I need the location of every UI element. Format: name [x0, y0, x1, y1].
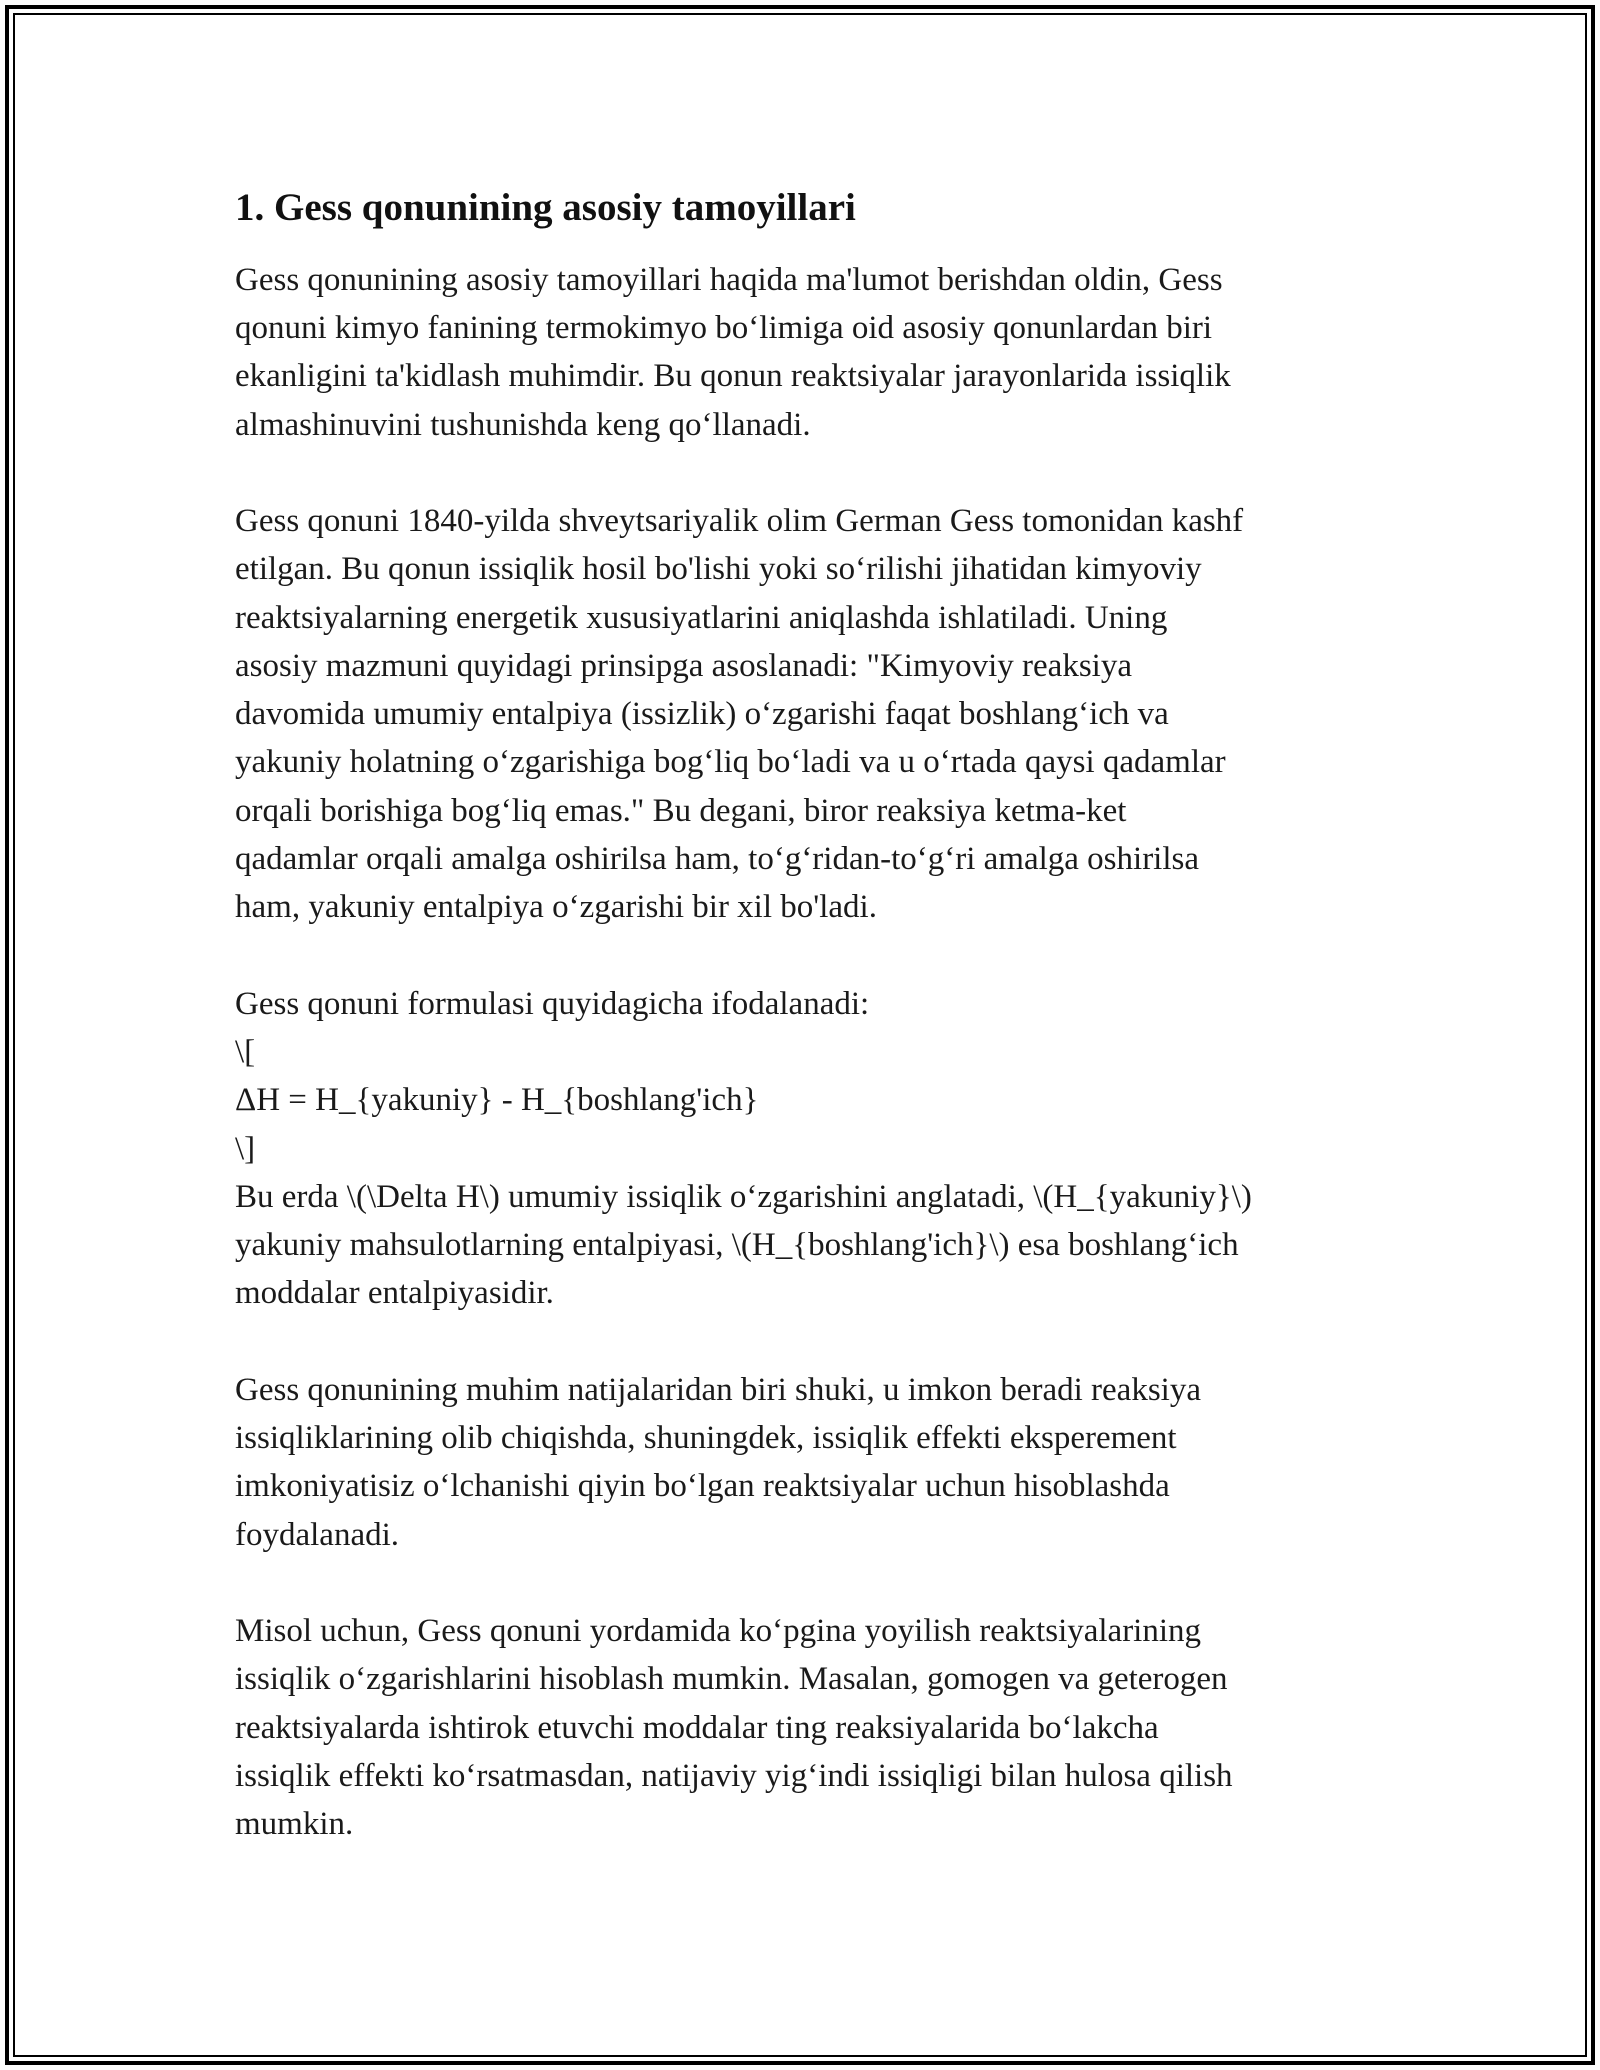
paragraph-history: [235, 497, 1385, 932]
text-line: asosiy mazmuni quyidagi prinsipga asoslanadi: "Kimyoviy reaksiya: [235, 647, 1132, 684]
text-line: ham, yakuniy entalpiya o‘zgarishi bir xil bo'ladi.: [235, 889, 877, 926]
text-line: yakuniy mahsulotlarning entalpiyasi, \(H_{boshlang'ich}\) esa boshlang‘ich: [235, 1227, 1239, 1264]
paragraph-formula: [235, 980, 1385, 1318]
text-line: yakuniy holatning o‘zgarishiga bog‘liq bo‘ladi va u o‘rtada qaysi qadamlar: [235, 744, 1226, 781]
text-line: orqali borishiga bog‘liq emas." Bu degani, biror reaksiya ketma-ket: [235, 792, 1127, 829]
text-line: imkoniyatisiz o‘lchanishi qiyin bo‘lgan reaktsiyalar uchun hisoblashda: [235, 1468, 1170, 1505]
document-body: [235, 185, 1385, 1896]
text-line: issiqlik effekti ko‘rsatmasdan, natijaviy yig‘indi issiqligi bilan hulosa qilish: [235, 1757, 1233, 1794]
text-line: etilgan. Bu qonun issiqlik hosil bo'lishi yoki so‘rilishi jihatidan kimyoviy: [235, 551, 1202, 588]
text-line: mumkin.: [235, 1806, 354, 1843]
text-line: reaktsiyalarning energetik xususiyatlarini aniqlashda ishlatiladi. Uning: [235, 599, 1168, 636]
formula-close: \]: [235, 1130, 256, 1167]
text-line: Gess qonuni formulasi quyidagicha ifodalanadi:: [235, 985, 870, 1022]
text-line: davomida umumiy entalpiya (issizlik) o‘zgarishi faqat boshlang‘ich va: [235, 696, 1169, 733]
text-line: reaktsiyalarda ishtirok etuvchi moddalar ting reaksiyalarida bo‘lakcha: [235, 1709, 1159, 1746]
text-line: qadamlar orqali amalga oshirilsa ham, to‘g‘ridan-to‘g‘ri amalga oshirilsa: [235, 841, 1200, 878]
text-line: qonuni kimyo fanining termokimyo bo‘limiga oid asosiy qonunlardan biri: [235, 310, 1213, 347]
formula-expression: ΔH = H_{yakuniy} - H_{boshlang'ich}: [235, 1082, 759, 1119]
section-heading: 1. Gess qonunining asosiy tamoyillari: [235, 186, 856, 229]
formula-open: \[: [235, 1033, 256, 1070]
paragraph-example: [235, 1607, 1385, 1848]
paragraph-consequences: [235, 1366, 1385, 1559]
text-line: moddalar entalpiyasidir.: [235, 1275, 554, 1312]
text-line: Gess qonunining asosiy tamoyillari haqida ma'lumot berishdan oldin, Gess: [235, 261, 1223, 298]
text-line: Gess qonunining muhim natijalaridan biri shuki, u imkon beradi reaksiya: [235, 1371, 1201, 1408]
text-line: Misol uchun, Gess qonuni yordamida ko‘pgina yoyilish reaktsiyalarining: [235, 1612, 1202, 1649]
text-line: Gess qonuni 1840-yilda shveytsariyalik olim German Gess tomonidan kashf: [235, 502, 1244, 539]
text-line: foydalanadi.: [235, 1516, 400, 1553]
text-line: Bu erda \(\Delta H\) umumiy issiqlik o‘zgarishini anglatadi, \(H_{yakuniy}\): [235, 1178, 1252, 1215]
text-line: ekanligini ta'kidlash muhimdir. Bu qonun reaktsiyalar jarayonlarida issiqlik: [235, 358, 1231, 395]
text-line: almashinuvini tushunishda keng qo‘llanadi.: [235, 406, 811, 443]
paragraph-intro: [235, 256, 1385, 449]
text-line: issiqlik o‘zgarishlarini hisoblash mumkin. Masalan, gomogen va geterogen: [235, 1661, 1228, 1698]
text-line: issiqliklarining olib chiqishda, shuningdek, issiqlik effekti eksperement: [235, 1420, 1177, 1457]
